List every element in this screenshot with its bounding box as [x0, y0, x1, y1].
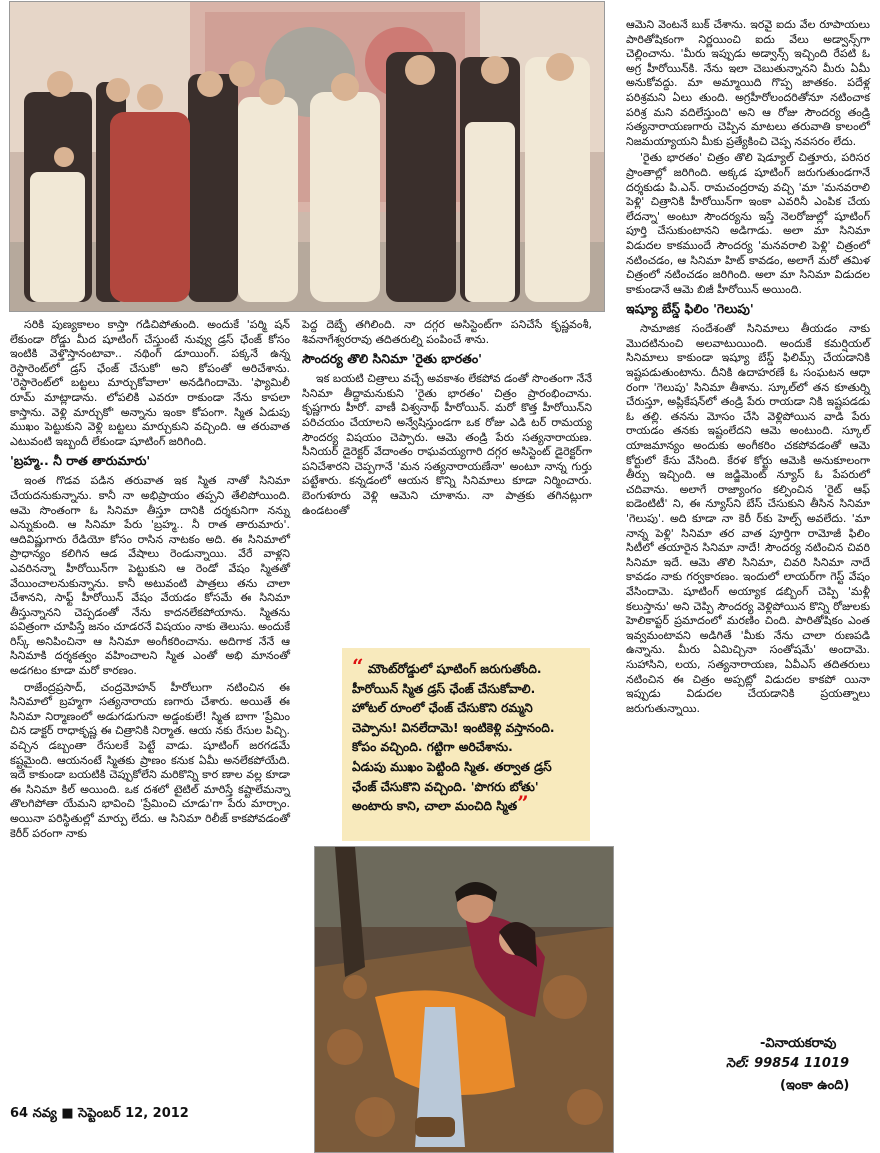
col1-paragraph: సరికి పుణ్యకాలం కాస్తా గడిచిపోతుంది. అందుకే 'పర్మి షన్ లేకుండా రోడ్డు మీద షూటింగ్ చేస్తుంటే నువ్వు డ్రస్ ఛేంజ్ కోసం ఇంటికి వెళ్తొస్తానంటావా.. నథింగ్ డూయింగ్. పక్కనే ఉన్న రెస్టారెంట్‌లో డ్రస్ ఛేంజ్ చేసుకో' అని కోపంతో అరిచేశాను. 'రెస్టారెంట్‌లో బట్టలు మార్చుకోవాలా' అనడిగిందామె. 'ఫ్యామిలీ రూమ్ మాట్లాడాను. లోపలికి ఎవరూ రాకుండా నేను కాపలా కాస్తాను. వెళ్లి మార్చుకో' అన్నాను ఇంకా కోపంగా. స్మిత ఏడుపు ముఖం పెట్టుకుని వెళ్లి బట్టలు మార్చుకుని వచ్చింది. ఆ తరువాత ఎటువంటి ఇబ్బందీ లేకుండా షూటింగ్ జరిగింది. — [10, 318, 290, 448]
col3-paragraph: 'రైతు భారతం' చిత్రం తొలి షెడ్యూల్ చిత్తూరు, పరిసర ప్రాంతాల్లో జరిగింది. అక్కడ షూటింగ్ జరుగుతుండగానే దర్శకుడు పి.ఎన్. రామచంద్రరావు వచ్చి 'మా 'మనవరాలి పెళ్లి' చిత్రానికి హీరోయిన్‌గా ఇంకా ఎవరినీ ఎంపిక చేయ లేదన్నా' అంటూ సౌందర్యను ఇస్తే నెలరోజుల్లో షూటింగ్ పూర్తి చేసుకుంటానని అడిగాడు. అలా మా సినిమా విడుదల కాకముందే సౌందర్య 'మనవరాలి పెళ్లి' చిత్రంలో నటించడం, ఆ సినిమా హిట్ కావడం, అలాగే మరో తమిళ చిత్రంలో నటించడం జరిగింది. అలా మా సినిమా విడుదల కాకుండానే ఆమె బిజీ హీరోయిన్ అయింది. — [626, 151, 870, 296]
pull-quote-box — [342, 648, 590, 841]
quote-line: చెప్పాను! వినలేదామె! ఇంటికెళ్లి వస్తానంది. — [352, 720, 555, 735]
author-signature: -వినాయకరావు — [760, 1036, 837, 1051]
quote-line: హోటల్ రూంలో ఛేంజ్ చేసుకొని రమ్మని — [352, 701, 533, 716]
page-number: 64 — [10, 1106, 29, 1121]
col3-paragraph: సామాజిక సందేశంతో సినిమాలు తీయడం నాకు మొదటినుంచి అలవాటుయింది. అందుకే కమర్షియల్ సినిమాలు కాకుండా ఇష్యూ బేస్డ్ ఫిలిమ్స్ చేయడానికి ఇష్టపడుతుంటాను. దీనికి ఉదాహరణే ఓ సంఘటన ఆధా రంగా 'గెలుపు' సినిమా తీశాను. స్కూల్‌లో తన కూతుర్ని చేరుస్తూ, అప్లికేషన్‌లో తండ్రి పేరు రాయడా నికి ఇష్టపడడు ఓ తల్లి. తనను మోసం చేసి వెళ్లిపోయిన వాడి పేరు రాయడం తనకు ఇష్టంలేదని ఆమె అంటుంది. స్కూల్ యాజమాన్యం అందుకు అంగీకరిం చకపోవడంతో ఆమె కోర్టులో కేసు వేసింది. కేరళ కోర్టు ఆమెకి అనుకూలంగా తీర్పు ఇచ్చింది. ఆ జడ్జిమెంట్ న్యూస్ ఓ పేపరులో చదివాను. అలాగే రాజ్యాంగం కల్పించిన 'రైట్ ఆఫ్ ఐడెంటిటీ' ని, ఈ న్యూస్‌ని బేస్ చేసుకుని తీసిన సినిమా 'గెలుపు'. అది కూడా నా కెరీ ర్‌కు హెల్ప్ అవలేదు. 'మా నాన్న పెళ్లి' సినిమా తర వాత పూర్తిగా రామోజీ ఫిలిం సిటీలో తయారైన సినిమా నాదే! సౌందర్య నటించిన చివరి సినిమా ఇదే. ఆమె తొలి సినిమా, చివరి సినిమా నాదే కావడం నాకు గర్వకారణం. ఇందులో లాయర్‌గా గెస్ట్ వేషం వేసిందామె. షూటింగ్ అయ్యాక డబ్బింగ్ చెప్పి 'మళ్లీ కలుస్తాను' అని చెప్పి సౌందర్య వెళ్లిపోయిన కొన్ని రోజులకు హెలికాప్టర్ ప్రమాదంలో మరణిం చింది. పారితోషికం ఎంత ఇవ్వమంటావని అడిగితే 'మీకు నేను చాలా రుణపడి ఉన్నాను. మీరు ఏమిచ్చినా సంతోషమే' అందామె. సుహాసిని, లయ, సత్యనారాయణ, ఏవీఎస్ తదితరులు నటించిన ఈ చిత్రం అప్పట్లో విడుదల కాకపో యినా ఇప్పుడు విడుదల చేయడానికి ప్రయత్నాలు జరుగుతున్నాయి. — [626, 322, 870, 715]
article-column-2 — [302, 318, 592, 520]
col3-paragraph: ఆమెని వెంటనే బుక్ చేశాను. ఇరవై ఐదు వేల రూపాయలు పారితోషికంగా నిర్ణయించి ఐదు వేలు అడ్వాన్స్‌గా చెల్లించాను. 'మీరు ఇప్పుడు అడ్వాన్స్ ఇచ్చింది రేపటి ఓ అగ్ర హీరోయిన్‌కి. నేను ఇలా చెబుతున్నానని మీరు ఏమీ అనుకోవద్దు. మా అమ్మాయిది గొప్ప జాతకం. పదేళ్ల పరిశ్రమని ఏలు తుంది. అగ్రహీరోలందరితోనూ నటించాక పరిశ్ర మని వదిలేస్తుంది' అని ఆ రోజు సౌందర్య తండ్రి సత్యనారాయణగారు చెప్పిన మాటలు తరువాతి కాలంలో నిజమయ్యాయని మీకు ప్రత్యేకించి చెప్ప నవసరం లేదు. — [626, 18, 870, 148]
article-column-1 — [10, 318, 290, 843]
quote-line: హీరోయిన్ స్మిత డ్రస్ ఛేంజ్ చేసుకోవాలి. — [352, 681, 536, 696]
author-cell-number: సెల్: 99854 11019 — [726, 1056, 850, 1071]
quote-line: ఏడుపు ముఖం పెట్టింది స్మిత. తర్వాత డ్రస్ — [352, 759, 552, 774]
section-heading-gelupu: ఇష్యూ బేస్డ్ ఫిలిం 'గెలుపు' — [626, 301, 754, 317]
quote-line: ఛేంజ్ చేసుకొని వచ్చింది. 'పొగరు బోతు' — [352, 779, 539, 794]
issue-date: సెప్టెంబర్ 12, 2012 — [78, 1106, 189, 1121]
section-heading-brahma: 'బ్రహ్మ.. నీ రాత తారుమారు' — [10, 453, 151, 469]
article-column-3 — [626, 18, 870, 718]
section-heading-raithu-bharatham: సౌందర్య తొలి సినిమా 'రైతు భారతం' — [302, 351, 482, 367]
col2-paragraph: పెద్ద దెబ్బే తగిలింది. నా దగ్గర అసిస్టెంట్‌గా పనిచేసే కృష్ణవంశీ, శివనాగేశ్వరరావు తదితరుల్ని పంపించే శాను. — [302, 318, 592, 346]
magazine-name: నవ్య — [32, 1106, 57, 1121]
page-footer — [10, 1106, 189, 1124]
group-photo-illustration — [10, 2, 604, 311]
to-be-continued: (ఇంకా ఉంది) — [780, 1078, 850, 1093]
quote-close-icon: ” — [517, 791, 529, 816]
col1-paragraph: ఇంత గొడవ పడిన తరువాత ఇక స్మిత నాతో సినిమా చేయదనుకున్నాను. కానీ నా అభిప్రాయం తప్పని తేలిపోయింది. ఆమె సొంతంగా ఓ సినిమా తీస్తూ దానికి దర్శకునిగా నన్ను ఎన్నుకుంది. ఆ సినిమా పేరు 'బ్రహ్మ.. నీ రాత తారుమారు'. ఆదివిష్ణుగారు రేడియో కోసం రాసిన నాటకం అది. ఈ సినిమాలో ప్రాధాన్యం కలిగిన ఆడ వేషాలు రెండున్నాయి. వేరే వాళ్లని ఎవరినన్నా హీరోయిన్‌గా పెట్టుకుని ఆ రెండో వేషం స్మితతో వేయించాలనుకున్నాను. కానీ అటువంటి పాత్రలు తను చాలా చేశానని, సాఫ్ట్ హీరోయిన్ వేషం వేయడం కోసమే ఈ సినిమా తీస్తున్నానని చెప్పడంతో నేను కాదనలేకపోయాను. స్మితను పవిత్రంగా చూపిస్తే జనం చూడరనే విషయం నాకు తెలుసు. అందుకే రిస్క్ అనిపించినా ఆ సినిమా అంగీకరించాను. అదిగాక నేనే ఆ సినిమాకి దర్శకత్వం వహించాలని స్మిత ఎంతో అభి మానంతో అడగటం కూడా మరో కారణం. — [10, 474, 290, 678]
quote-line: అంటారు కాని, చాలా మంచిది స్మిత — [352, 799, 518, 814]
quote-line: కోపం వచ్చింది. గట్టిగా అరిచేశాను. — [352, 740, 513, 755]
film-still-illustration — [315, 847, 613, 1152]
footer-separator: ■ — [61, 1106, 74, 1121]
col1-paragraph: రాజేంద్రప్రసాద్, చంద్రమోహన్ హీరోలుగా నటించిన ఈ సినిమాలో బ్రహ్మగా సత్యనారాయ ణగారు చేశారు. అయితే ఈ సినిమా నిర్మాణంలో అడుగడుగునా అడ్డంకులే! స్మిత బాగా 'ప్రేమిం చిన డాక్టర్ రాధాకృష్ణ ఈ చిత్రానికి నిర్మాత. ఆయ నకు రేసుల పిచ్చి. వచ్చిన డబ్బంతా రేసులకే పెట్టే వాడు. షూటింగ్ జరగడమే కష్టమైంది. ఆయనంటే స్మితకు ప్రాణం కనుక ఏమీ అనలేకపోయేది. ఇదే కాకుండా బయటికి చెప్పుకోలేని మరికొన్ని కార ణాల వల్ల కూడా ఈ సినిమా కిల్ అయింది. ఒక దశలో టైటిల్ మారిస్తే కష్టాలేమన్నా తొలగిపోతా యేమని భావించి 'ప్రేమించి చూడు'గా పేరు మార్చాం. అయినా పరిస్థితుల్లో మార్పు లేదు. ఆ సినిమా రిలీజ్ కాకపోవడంతో కెరీర్ పరంగా నాకు — [10, 680, 290, 840]
quote-line: మౌంట్‌రోడ్డులో షూటింగ్ జరుగుతోంది. — [367, 662, 542, 676]
gelupu-film-still — [314, 846, 614, 1153]
quote-last-row — [352, 791, 580, 817]
col2-paragraph: ఇక బయటి చిత్రాలు వచ్చే అవకాశం లేకపోవ డంతో సొంతంగా నేనే సినిమా తీద్దామనుకుని 'రైతు భారతం' చిత్రం ప్రారంభించాను. కృష్ణగారు హీరో. వాణీ విశ్వనాథ్ హీరోయిన్. మరో కొత్త హీరోయిన్‌ని పరిచయం చేయాలని అన్వేషిస్తుండగా ఒక రోజు ఎడి టర్ రామయ్య సౌందర్య విషయం చెప్పారు. ఆమె తండ్రి పేరు సత్యనారాయణ. సీనియర్ డైరెక్టర్ వేదాంతం రాఘవయ్యగారి దగ్గర అసిస్టెంట్ డైరెక్టర్‌గా పనిచేశారని చెప్పగానే 'మన సత్యనారాయణేనా' అంటూ నాన్న గుర్తు పట్టేశారు. కన్నడంలో ఆయన కొన్ని సినిమాలు కూడా నిర్మించారు. బెంగుళూరు వెళ్లి ఆమెని చూశాను. నా పాత్రకు తగినట్లుగా ఉండటంతో — [302, 372, 592, 517]
quote-open-icon: “ — [352, 654, 364, 678]
top-group-photo — [9, 1, 605, 312]
